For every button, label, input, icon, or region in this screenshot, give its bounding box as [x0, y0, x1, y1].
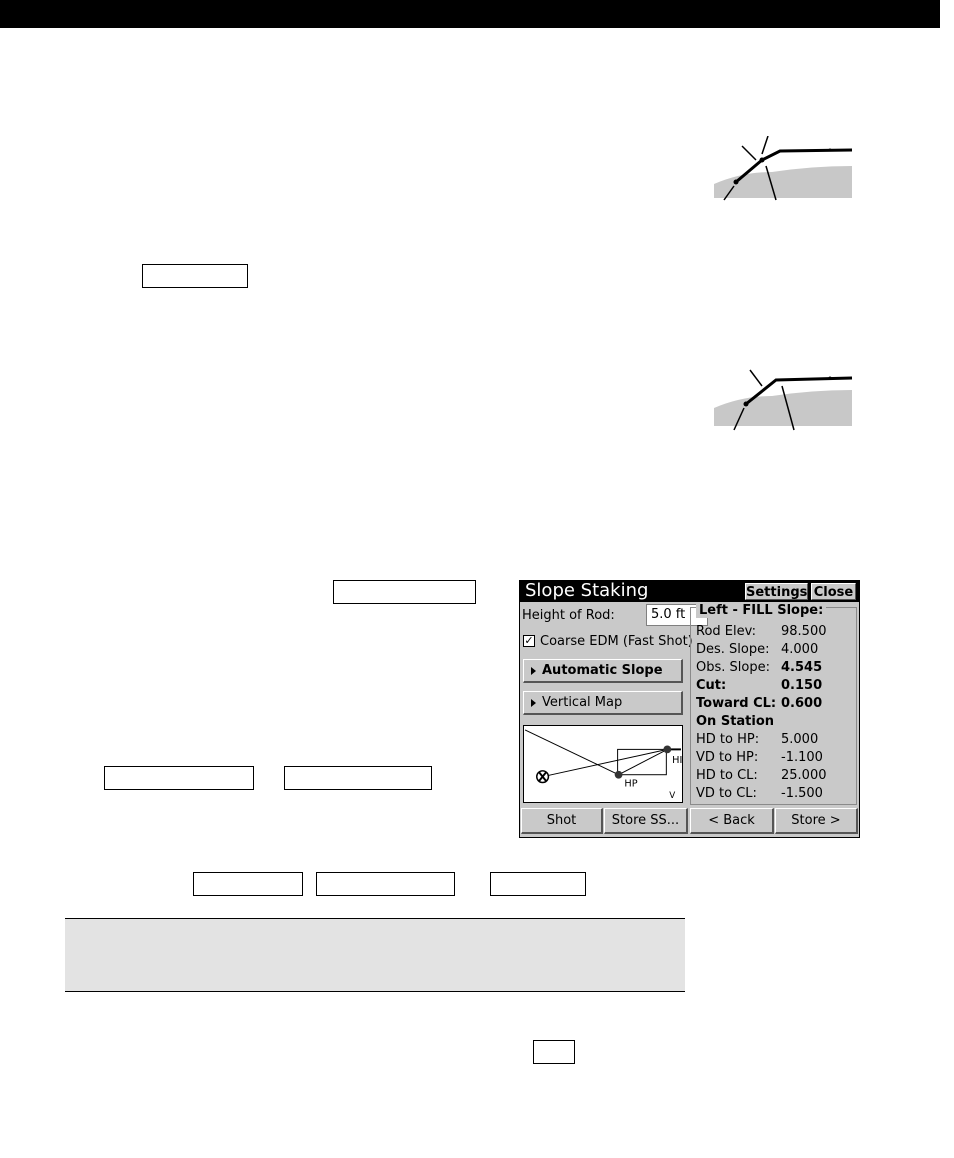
inline-key-4	[284, 766, 432, 790]
automatic-slope-label: Automatic Slope	[542, 663, 663, 678]
result-row-value: 0.150	[781, 678, 823, 693]
height-of-rod-label: Height of Rod:	[522, 608, 615, 623]
inline-key-6	[316, 872, 455, 896]
inline-key-2	[333, 580, 476, 604]
result-row-value: 5.000	[781, 732, 819, 747]
result-row-value: -1.500	[781, 786, 823, 801]
group-title: Left - FILL Slope:	[696, 603, 826, 618]
page-header-bar	[0, 0, 940, 28]
automatic-slope-button[interactable]	[523, 659, 683, 683]
result-row-label: VD to HP:	[696, 750, 759, 765]
result-row-value: -1.100	[781, 750, 823, 765]
slope-illustration-2	[712, 364, 854, 432]
result-row-value: 98.500	[781, 624, 827, 639]
shot-button[interactable]: Shot	[521, 808, 603, 834]
inline-key-3	[104, 766, 254, 790]
vertical-map-label: Vertical Map	[542, 695, 623, 710]
back-button[interactable]: < Back	[690, 808, 774, 834]
coarse-edm-checkbox[interactable]: ✓	[524, 634, 534, 647]
vertical-map-view[interactable]	[523, 725, 683, 803]
expand-arrow-icon	[531, 699, 536, 707]
map-hi-label: HI	[672, 755, 683, 767]
settings-button[interactable]: Settings	[746, 585, 808, 600]
result-row-value: 4.000	[781, 642, 819, 657]
result-row-label: HD to CL:	[696, 768, 758, 783]
inline-key-5	[193, 872, 303, 896]
slope-staking-dialog	[519, 580, 860, 838]
dialog-title: Slope Staking	[525, 580, 649, 601]
coarse-edm-label: Coarse EDM (Fast Shot)	[540, 634, 693, 649]
result-row-label: On Station	[696, 714, 775, 729]
close-button[interactable]: Close	[811, 583, 856, 600]
result-row-value: 4.545	[781, 660, 823, 675]
inline-key-8	[533, 1040, 575, 1064]
result-row-label: Cut:	[696, 678, 727, 693]
result-row-label: Obs. Slope:	[696, 660, 770, 675]
inline-key-7	[490, 872, 586, 896]
note-box	[65, 918, 685, 992]
height-of-rod-input[interactable]: 5.0 ft	[646, 604, 708, 626]
slope-illustration-1	[712, 136, 854, 202]
result-row-label: Rod Elev:	[696, 624, 756, 639]
result-row-label: Toward CL:	[696, 696, 777, 711]
store-next-button[interactable]: Store >	[775, 808, 858, 834]
expand-arrow-icon	[531, 667, 536, 675]
result-row-label: Des. Slope:	[696, 642, 770, 657]
result-row-value: 0.600	[781, 696, 823, 711]
result-row-value: 25.000	[781, 768, 827, 783]
dialog-titlebar	[520, 581, 859, 602]
map-hp-label: HP	[624, 778, 638, 790]
map-v-label: V	[669, 791, 676, 802]
inline-key-1	[142, 264, 248, 288]
result-row-label: VD to CL:	[696, 786, 757, 801]
store-ss-button[interactable]: Store SS...	[604, 808, 688, 834]
vertical-map-button[interactable]	[523, 691, 683, 715]
result-row-label: HD to HP:	[696, 732, 760, 747]
